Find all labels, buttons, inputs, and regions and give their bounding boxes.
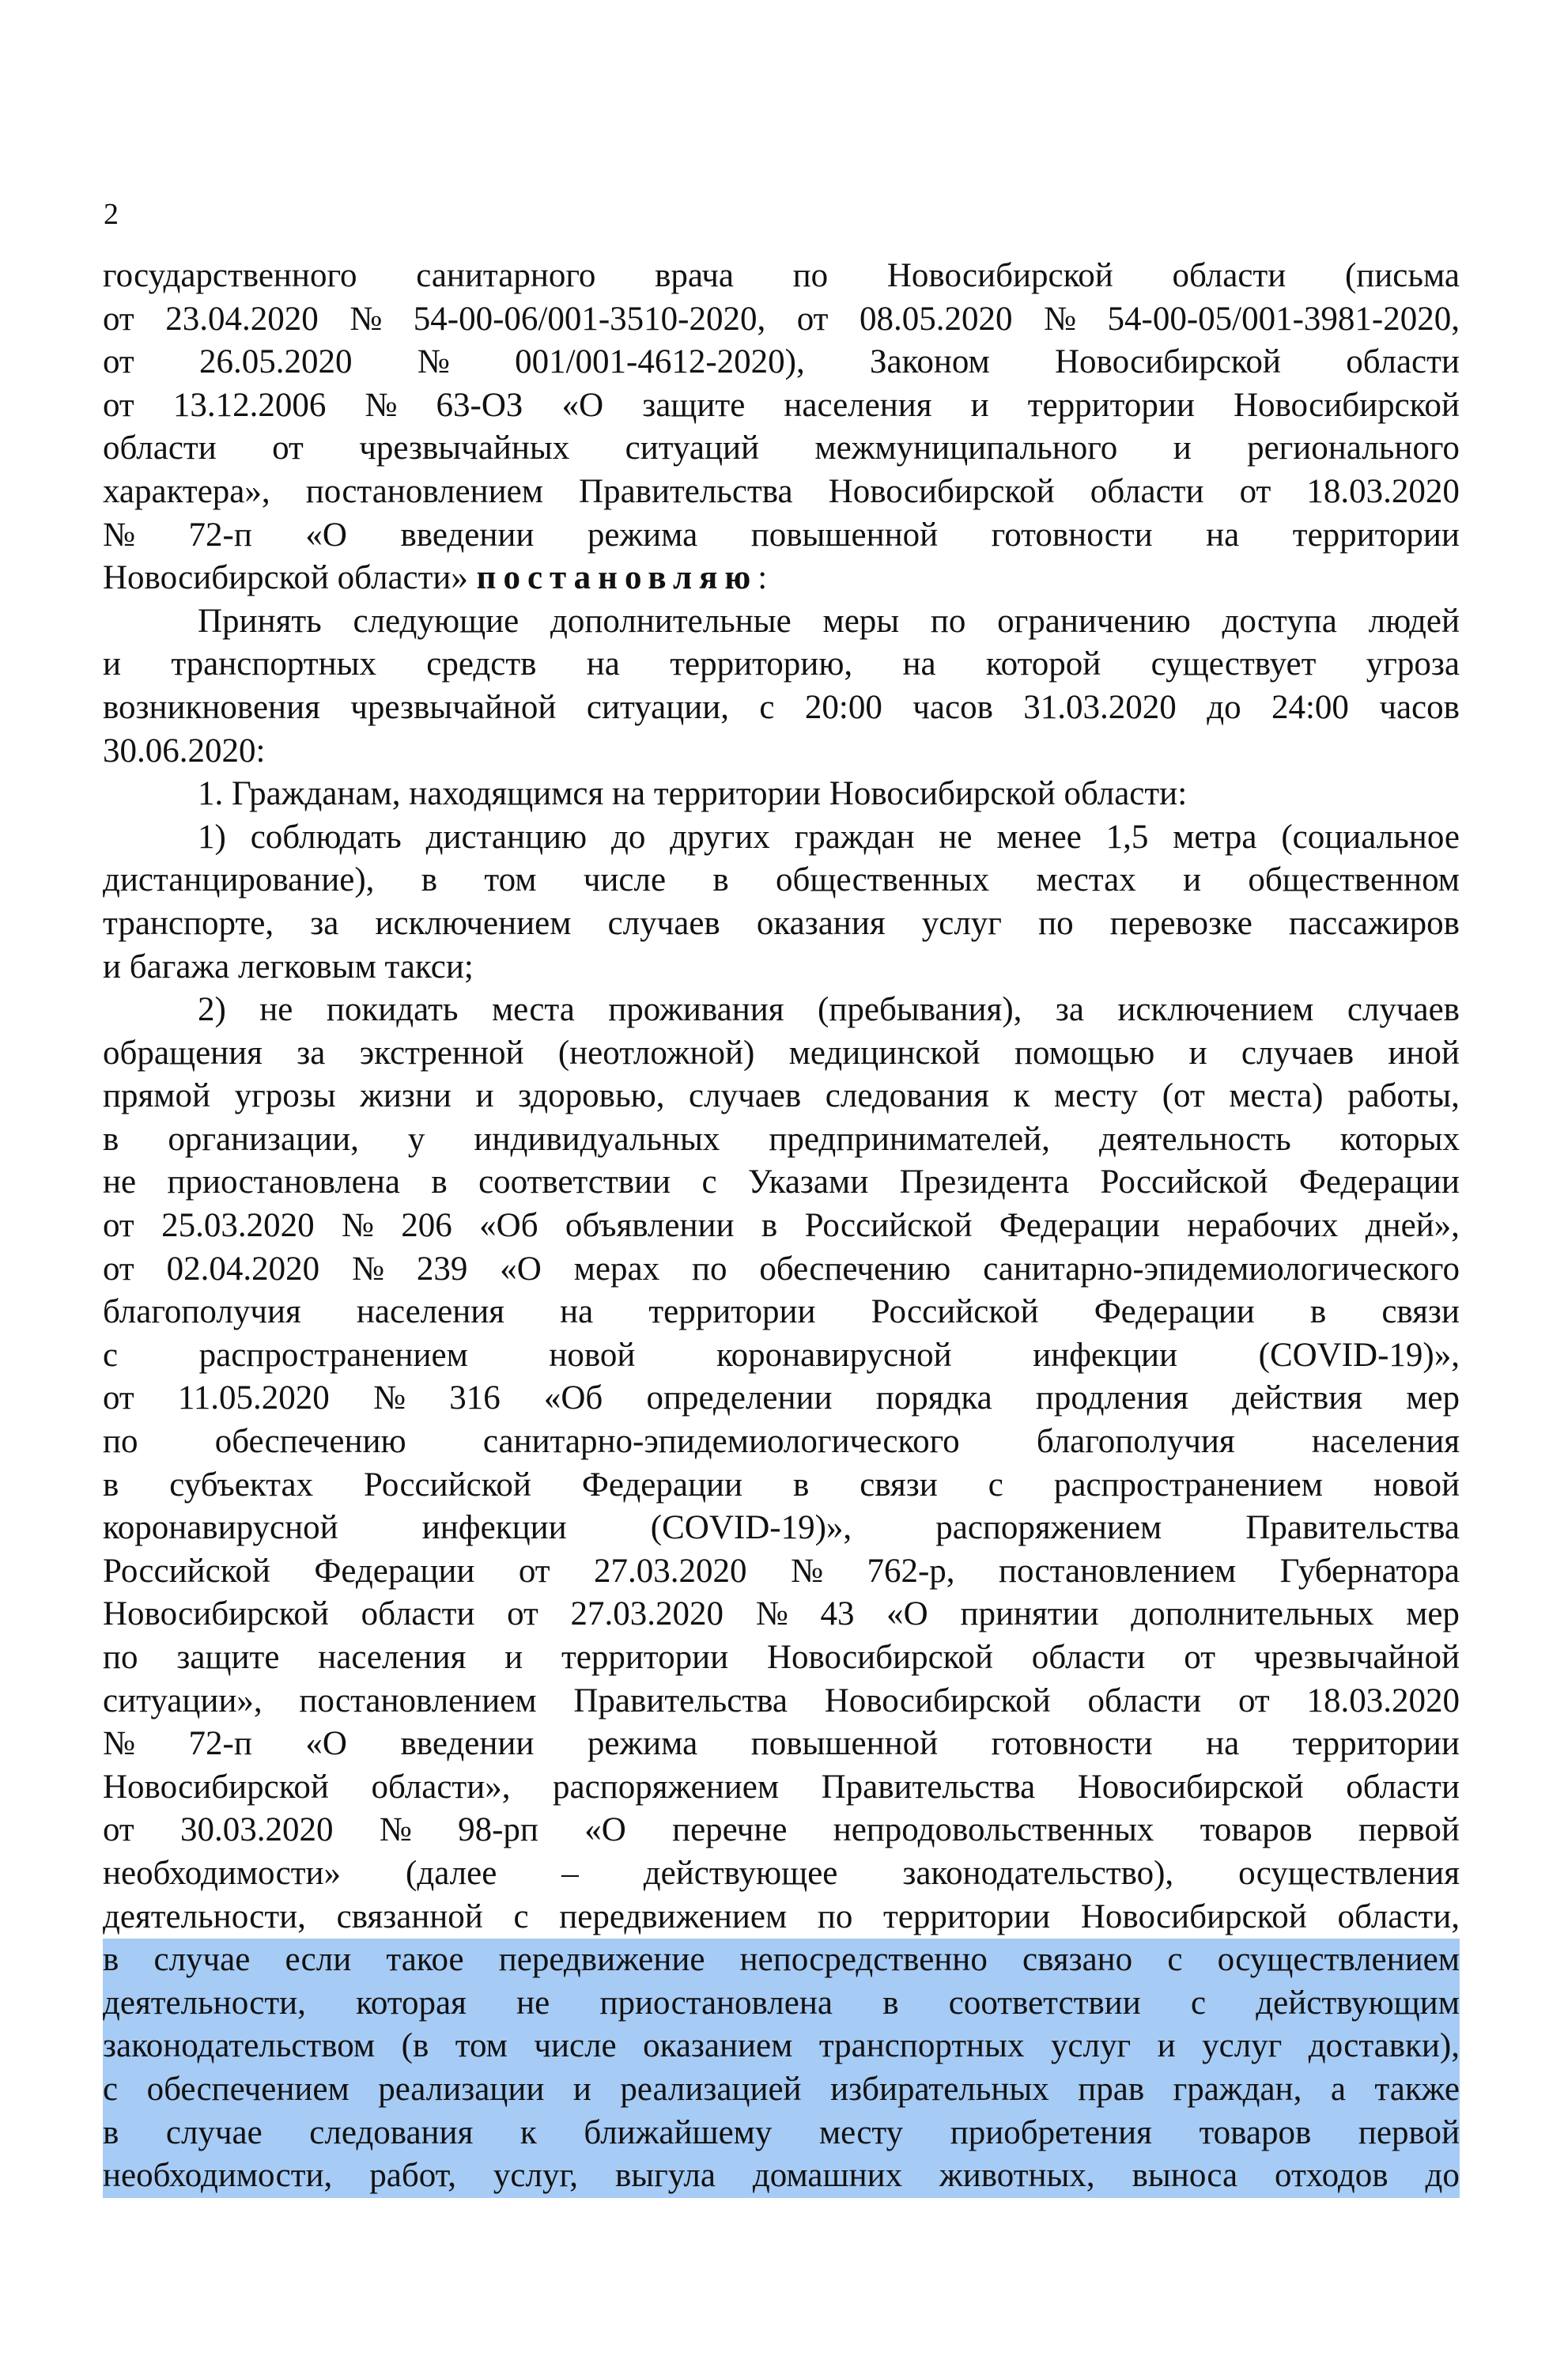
text-line: возникновения чрезвычайной ситуации, с 20:00 часов 31.03.2020 до 24:00 часов [103,688,1460,726]
text-line: Новосибирской области от 27.03.2020 № 43 «О принятии дополнительных мер [103,1595,1460,1633]
text-line: транспорте, за исключением случаев оказания услуг по перевозке пассажиров [103,904,1460,942]
text-line [103,773,1460,816]
text-line: обращения за экстренной (неотложной) медицинской помощью и случаев иной [103,1034,1460,1072]
text-line: деятельности, связанной с передвижением по территории Новосибирской области, [103,1897,1460,1935]
text-line: не приостановлена в соответствии с Указами Президента Российской Федерации [103,1163,1460,1201]
text-line: Новосибирской области», распоряжением Правительства Новосибирской области [103,1768,1460,1806]
highlighted-text-line: законодательством (в том числе оказанием транспортных услуг и услуг доставки), [103,2025,1460,2068]
text-line: от 26.05.2020 № 001/001-4612-2020), Законом Новосибирской области [103,343,1460,381]
text-line: от 13.12.2006 № 63-ОЗ «О защите населения и территории Новосибирской [103,386,1460,424]
text-line: от 11.05.2020 № 316 «Об определении порядка продления действия мер [103,1379,1460,1417]
text-line: прямой угрозы жизни и здоровью, случаев следования к месту (от места) работы, [103,1077,1460,1115]
text-line: государственного санитарного врача по Новосибирской области (письма [103,257,1460,294]
text-line: в организации, у индивидуальных предпринимателей, деятельность которых [103,1120,1460,1158]
line-text: Новосибирской области» [103,559,477,597]
text-line: благополучия населения на территории Российской Федерации в связи [103,1293,1460,1331]
text-line [103,730,1460,774]
text-line: № 72-п «О введении режима повышенной готовности на территории [103,1725,1460,1763]
highlighted-text-line: в случае следования к ближайшему месту приобретения товаров первой [103,2112,1460,2155]
text-line: 1) соблюдать дистанцию до других граждан не менее 1,5 метра (социальное [198,818,1460,856]
page-number: 2 [104,198,119,231]
line-text: 1. Гражданам, находящимся на территории Новосибирской области: [198,775,1188,813]
highlighted-text-line: деятельности, которая не приостановлена в соответствии с действующим [103,1982,1460,2026]
text-line: ситуации», постановлением Правительства Новосибирской области от 18.03.2020 [103,1682,1460,1719]
text-line: от 02.04.2020 № 239 «О мерах по обеспечению санитарно-эпидемиологического [103,1250,1460,1288]
document-body [103,255,1460,2198]
line-text: и багажа легковым такси; [103,948,474,985]
text-line: области от чрезвычайных ситуаций межмуниципального и регионального [103,429,1460,467]
text-line [103,946,1460,989]
text-line: по защите населения и территории Новосибирской области от чрезвычайной [103,1639,1460,1676]
text-line: № 72-п «О введении режима повышенной готовности на территории [103,516,1460,554]
text-line: от 25.03.2020 № 206 «Об объявлении в Российской Федерации нерабочих дней», [103,1207,1460,1245]
text-line: Принять следующие дополнительные меры по ограничению доступа людей [198,602,1460,640]
text-line: коронавирусной инфекции (COVID-19)», распоряжением Правительства [103,1509,1460,1547]
text-line: от 30.03.2020 № 98-рп «О перечне непродовольственных товаров первой [103,1811,1460,1849]
text-line: и транспортных средств на территорию, на которой существует угроза [103,645,1460,683]
text-line: дистанцирование), в том числе в общественных местах и общественном [103,861,1460,899]
line-punctuation: : [758,559,768,597]
text-line: необходимости» (далее – действующее законодательство), осуществления [103,1854,1460,1892]
highlighted-text-line: в случае если такое передвижение непосредственно связано с осуществлением [103,1939,1460,1982]
text-line: с распространением новой коронавирусной инфекции (COVID-19)», [103,1336,1460,1374]
highlighted-text-line: с обеспечением реализации и реализацией избирательных прав граждан, а также [103,2068,1460,2112]
highlighted-text-line: необходимости, работ, услуг, выгула домашних животных, выноса отходов до [103,2154,1460,2198]
text-line: 2) не покидать места проживания (пребывания), за исключением случаев [198,991,1460,1029]
text-line: по обеспечению санитарно-эпидемиологического благополучия населения [103,1423,1460,1461]
line-text: 30.06.2020: [103,732,266,770]
text-line: Российской Федерации от 27.03.2020 № 762-р, постановлением Губернатора [103,1552,1460,1590]
text-line: характера», постановлением Правительства Новосибирской области от 18.03.2020 [103,472,1460,510]
text-line: в субъектах Российской Федерации в связи с распространением новой [103,1466,1460,1504]
resolution-keyword: постановляю [476,559,758,597]
text-line [103,557,1460,600]
text-line: от 23.04.2020 № 54-00-06/001-3510-2020, от 08.05.2020 № 54-00-05/001-3981-2020, [103,300,1460,338]
